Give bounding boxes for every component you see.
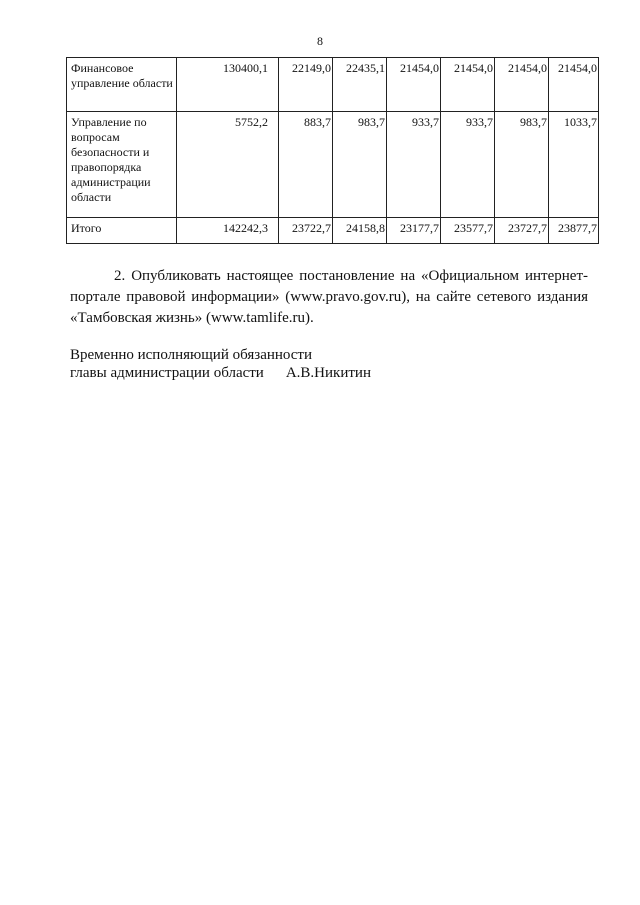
table-cell: 22435,1 bbox=[333, 58, 387, 112]
budget-table bbox=[66, 57, 599, 244]
row-name: Финансовое управление области bbox=[67, 58, 177, 112]
table-cell: 883,7 bbox=[279, 112, 333, 218]
table-cell: 23727,7 bbox=[495, 218, 549, 244]
signature-title: главы администрации области bbox=[70, 365, 264, 381]
table-cell: 23177,7 bbox=[387, 218, 441, 244]
signature-position-line: Временно исполняющий обязанности bbox=[70, 347, 313, 363]
table-cell: 130400,1 bbox=[177, 58, 279, 112]
signature-block bbox=[70, 346, 590, 382]
table-cell: 23722,7 bbox=[279, 218, 333, 244]
table-cell: 21454,0 bbox=[549, 58, 599, 112]
table-row bbox=[67, 58, 599, 112]
table-cell: 983,7 bbox=[333, 112, 387, 218]
signer-name: А.В.Никитин bbox=[285, 365, 371, 381]
row-name: Управление по вопросам безопасности и правопорядка администрации области bbox=[67, 112, 177, 218]
table-cell: 5752,2 bbox=[177, 112, 279, 218]
page-number: 8 bbox=[317, 34, 323, 48]
table-cell: 983,7 bbox=[495, 112, 549, 218]
signature-title-line bbox=[70, 364, 590, 382]
row-name: Итого bbox=[67, 218, 177, 244]
table-cell: 21454,0 bbox=[441, 58, 495, 112]
table-cell: 23877,7 bbox=[549, 218, 599, 244]
table-cell: 24158,8 bbox=[333, 218, 387, 244]
publication-paragraph: 2. Опубликовать настоящее постановление на «Официальном интернет-портале правовой информации» (www.pravo.gov.ru), на сайте сетевого издания «Тамбовская жизнь» (www.tamlife.ru). bbox=[70, 268, 588, 326]
table-cell: 23577,7 bbox=[441, 218, 495, 244]
table-cell: 22149,0 bbox=[279, 58, 333, 112]
table-cell: 21454,0 bbox=[495, 58, 549, 112]
table-cell: 21454,0 bbox=[387, 58, 441, 112]
table-cell: 933,7 bbox=[387, 112, 441, 218]
table-cell: 933,7 bbox=[441, 112, 495, 218]
table-cell: 142242,3 bbox=[177, 218, 279, 244]
table-cell: 1033,7 bbox=[549, 112, 599, 218]
table-row bbox=[67, 112, 599, 218]
table-row bbox=[67, 218, 599, 244]
